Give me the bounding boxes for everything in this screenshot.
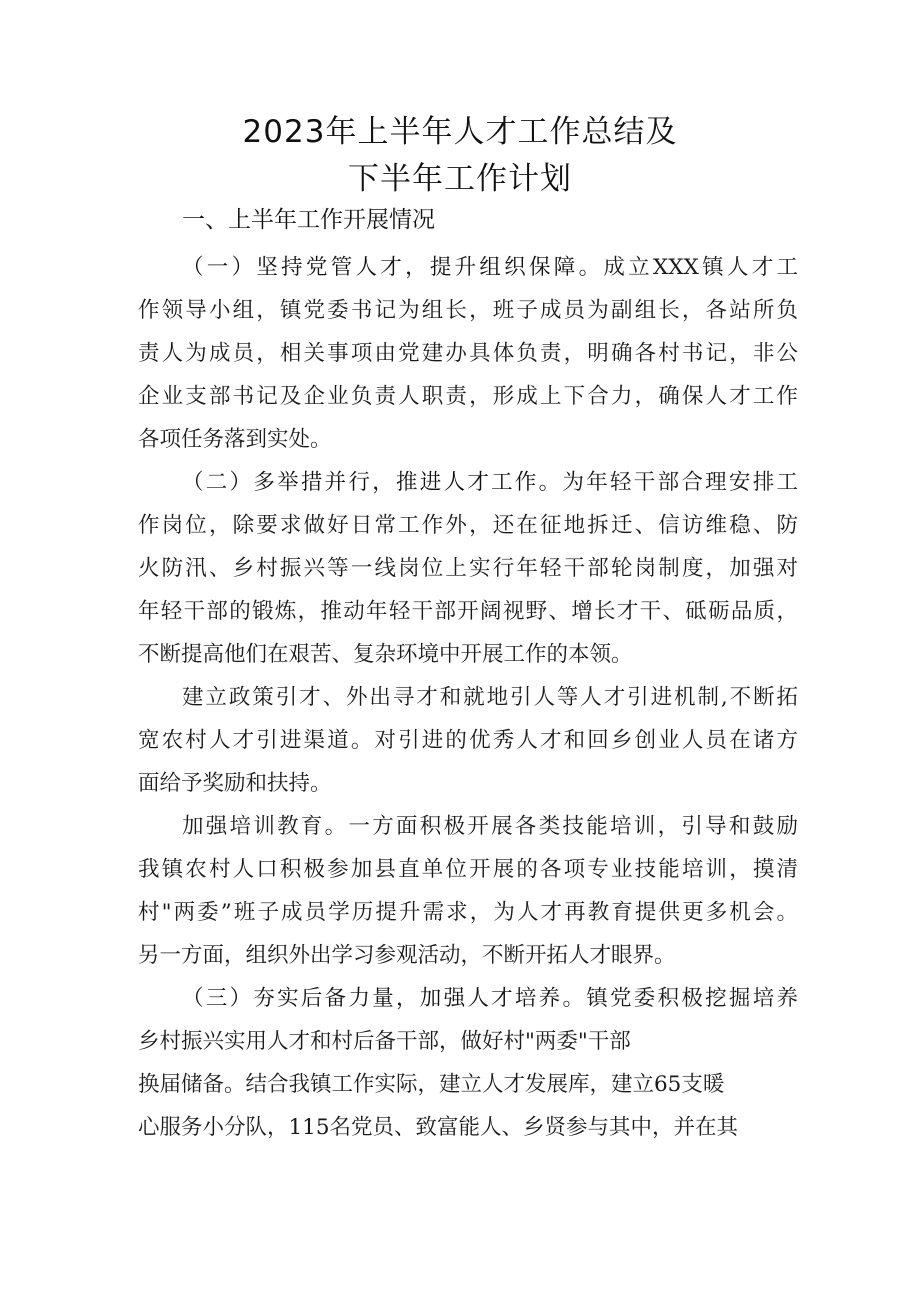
line-text: 为年轻干部合理安排工 bbox=[562, 470, 798, 495]
line-text: 成立XXX镇人才工 bbox=[603, 255, 798, 280]
paragraph-line bbox=[182, 983, 798, 1015]
paragraph-line: 换届储备。结合我镇工作实际，建立人才发展库，建立65支暖 bbox=[138, 1072, 725, 1097]
paragraph-line: 作岗位，除要求做好日常工作外，还在征地拆迁、信访维稳、防 bbox=[138, 513, 798, 538]
line-text: 镇党委积极挖掘培养 bbox=[586, 986, 798, 1011]
paragraph-line: 加强培训教育。一方面积极开展各类技能培训，引导和鼓励 bbox=[182, 814, 798, 839]
subheading: （二）多举措并行，推进人才工作。 bbox=[182, 470, 563, 495]
paragraph-line: 各项任务落到实处。 bbox=[138, 427, 332, 452]
section-heading: 一、上半年工作开展情况 bbox=[182, 207, 435, 233]
paragraph-line bbox=[182, 467, 798, 499]
document-title-line-2: 下半年工作计划 bbox=[348, 161, 572, 197]
paragraph-line: 面给予奖励和扶持。 bbox=[138, 771, 332, 796]
document-title-line-1: 2023年上半年人才工作总结及 bbox=[242, 114, 678, 150]
paragraph-line: 企业支部书记及企业负责人职责，形成上下合力，确保人才工作 bbox=[138, 384, 798, 409]
paragraph-line: 责人为成员，相关事项由党建办具体负责，明确各村书记，非公 bbox=[138, 341, 798, 366]
paragraph-line: 我镇农村人口积极参加县直单位开展的各项专业技能培训，摸清 bbox=[138, 857, 798, 882]
paragraph-line: 作领导小组，镇党委书记为组长，班子成员为副组长，各站所负 bbox=[138, 298, 798, 323]
paragraph-line: 火防汛、乡村振兴等一线岗位上实行年轻干部轮岗制度，加强对 bbox=[138, 556, 798, 581]
paragraph-line: 另一方面，组织外出学习参观活动，不断开拓人才眼界。 bbox=[138, 943, 676, 968]
paragraph-line: 建立政策引才、外出寻才和就地引人等人才引进机制,不断拓 bbox=[182, 685, 798, 710]
subheading: （三）夯实后备力量，加强人才培养。 bbox=[182, 986, 587, 1011]
paragraph-line: 宽农村人才引进渠道。对引进的优秀人才和回乡创业人员在诸方 bbox=[138, 728, 798, 753]
subheading: （一）坚持党管人才，提升组织保障。 bbox=[182, 255, 604, 280]
paragraph-line: 不断提高他们在艰苦、复杂环境中开展工作的本领。 bbox=[138, 642, 633, 667]
paragraph-line bbox=[182, 252, 798, 284]
paragraph-line: 乡村振兴实用人才和村后备干部，做好村"两委"干部 bbox=[138, 1029, 631, 1054]
paragraph-line: 心服务小分队，115名党员、致富能人、乡贤参与其中，并在其 bbox=[138, 1115, 739, 1140]
paragraph-line: 年轻干部的锻炼，推动年轻干部开阔视野、增长才干、砥砺品质， bbox=[138, 599, 798, 624]
paragraph-line: 村"两委”班子成员学历提升需求，为人才再教育提供更多机会。 bbox=[138, 900, 798, 925]
